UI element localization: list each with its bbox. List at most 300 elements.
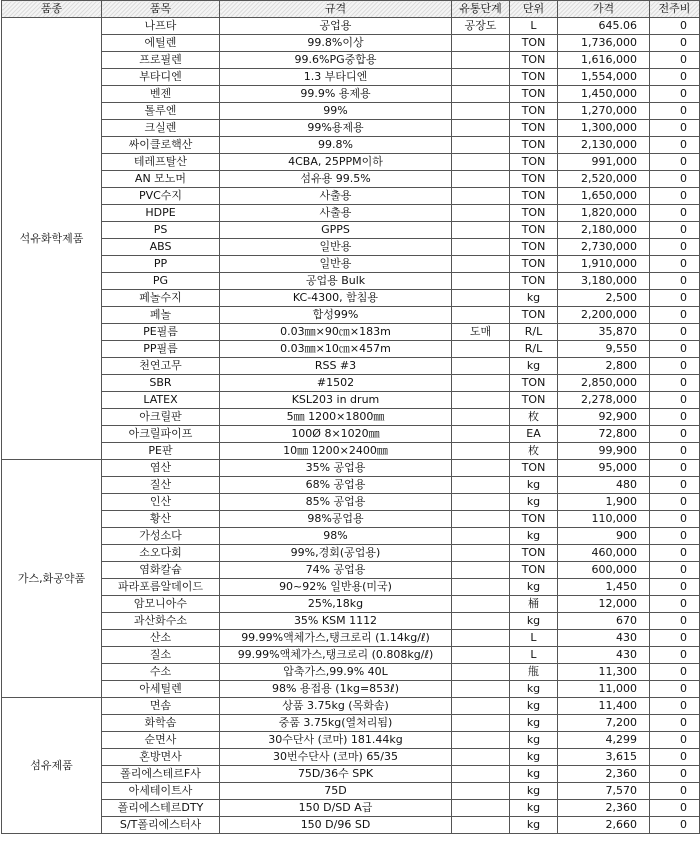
item-cell: PS (102, 222, 220, 239)
stage-cell (452, 137, 510, 154)
unit-cell: TON (510, 460, 558, 477)
price-cell: 2,180,000 (558, 222, 650, 239)
stage-cell (452, 817, 510, 834)
change-cell: 0 (650, 290, 700, 307)
stage-cell (452, 494, 510, 511)
price-cell: 1,650,000 (558, 188, 650, 205)
unit-cell: kg (510, 613, 558, 630)
unit-cell: kg (510, 749, 558, 766)
table-row (2, 324, 700, 341)
unit-cell: TON (510, 171, 558, 188)
spec-cell: 98% (220, 528, 452, 545)
item-cell: PP필름 (102, 341, 220, 358)
unit-cell: L (510, 647, 558, 664)
category-cell: 섬유제품 (2, 698, 102, 834)
unit-cell: kg (510, 715, 558, 732)
change-cell: 0 (650, 222, 700, 239)
table-row (2, 460, 700, 477)
table-row (2, 375, 700, 392)
price-cell: 92,900 (558, 409, 650, 426)
price-cell: 430 (558, 630, 650, 647)
change-cell: 0 (650, 35, 700, 52)
spec-cell: 사출용 (220, 205, 452, 222)
unit-cell: TON (510, 103, 558, 120)
unit-cell: kg (510, 766, 558, 783)
price-cell: 1,616,000 (558, 52, 650, 69)
change-cell: 0 (650, 630, 700, 647)
item-cell: 테레프탈산 (102, 154, 220, 171)
unit-cell: kg (510, 732, 558, 749)
item-cell: 부타디엔 (102, 69, 220, 86)
item-cell: 염산 (102, 460, 220, 477)
stage-cell (452, 69, 510, 86)
item-cell: 아크릴파이프 (102, 426, 220, 443)
stage-cell (452, 120, 510, 137)
change-cell: 0 (650, 579, 700, 596)
item-cell: 천연고무 (102, 358, 220, 375)
unit-cell: TON (510, 239, 558, 256)
table-row (2, 647, 700, 664)
table-row (2, 86, 700, 103)
spec-cell: 99.8%이상 (220, 35, 452, 52)
change-cell: 0 (650, 664, 700, 681)
price-cell: 11,000 (558, 681, 650, 698)
unit-cell: EA (510, 426, 558, 443)
item-cell: 에틸렌 (102, 35, 220, 52)
table-row (2, 596, 700, 613)
stage-cell (452, 477, 510, 494)
table-row (2, 562, 700, 579)
stage-cell (452, 341, 510, 358)
change-cell: 0 (650, 375, 700, 392)
price-cell: 3,180,000 (558, 273, 650, 290)
stage-cell (452, 630, 510, 647)
header-price: 가격 (558, 1, 650, 18)
price-cell: 430 (558, 647, 650, 664)
spec-cell: 일반용 (220, 239, 452, 256)
unit-cell: R/L (510, 324, 558, 341)
stage-cell (452, 443, 510, 460)
table-row (2, 443, 700, 460)
table-row (2, 273, 700, 290)
price-cell: 1,554,000 (558, 69, 650, 86)
spec-cell: 섬유용 99.5% (220, 171, 452, 188)
table-row (2, 35, 700, 52)
price-cell: 2,130,000 (558, 137, 650, 154)
unit-cell: TON (510, 154, 558, 171)
spec-cell: 0.03㎜×90㎝×183m (220, 324, 452, 341)
spec-cell: 150 D/SD A급 (220, 800, 452, 817)
item-cell: 아세테이트사 (102, 783, 220, 800)
price-cell: 670 (558, 613, 650, 630)
price-cell: 2,730,000 (558, 239, 650, 256)
unit-cell: TON (510, 307, 558, 324)
header-item: 품목 (102, 1, 220, 18)
item-cell: SBR (102, 375, 220, 392)
stage-cell (452, 358, 510, 375)
unit-cell: TON (510, 392, 558, 409)
item-cell: 순면사 (102, 732, 220, 749)
price-cell: 1,736,000 (558, 35, 650, 52)
table-row (2, 511, 700, 528)
table-row (2, 715, 700, 732)
unit-cell: TON (510, 545, 558, 562)
table-row (2, 528, 700, 545)
table-row (2, 426, 700, 443)
price-cell: 600,000 (558, 562, 650, 579)
price-cell: 2,660 (558, 817, 650, 834)
item-cell: PE필름 (102, 324, 220, 341)
item-cell: PVC수지 (102, 188, 220, 205)
unit-cell: kg (510, 358, 558, 375)
item-cell: 페놀수지 (102, 290, 220, 307)
price-cell: 72,800 (558, 426, 650, 443)
spec-cell: 98% 용접용 (1kg=853ℓ) (220, 681, 452, 698)
item-cell: 아크릴판 (102, 409, 220, 426)
change-cell: 0 (650, 562, 700, 579)
stage-cell (452, 460, 510, 477)
table-row (2, 222, 700, 239)
spec-cell: 99.99%액체가스,탱크로리 (1.14kg/ℓ) (220, 630, 452, 647)
change-cell: 0 (650, 443, 700, 460)
item-cell: S/T폴리에스터사 (102, 817, 220, 834)
table-row (2, 205, 700, 222)
stage-cell (452, 647, 510, 664)
table-row (2, 171, 700, 188)
change-cell: 0 (650, 596, 700, 613)
unit-cell: 桶 (510, 596, 558, 613)
change-cell: 0 (650, 783, 700, 800)
unit-cell: kg (510, 817, 558, 834)
stage-cell (452, 239, 510, 256)
header-unit: 단위 (510, 1, 558, 18)
change-cell: 0 (650, 86, 700, 103)
spec-cell: 사출용 (220, 188, 452, 205)
price-cell: 2,800 (558, 358, 650, 375)
table-row (2, 732, 700, 749)
change-cell: 0 (650, 324, 700, 341)
item-cell: 벤젠 (102, 86, 220, 103)
price-cell: 1,820,000 (558, 205, 650, 222)
item-cell: 면솜 (102, 698, 220, 715)
price-cell: 645.06 (558, 18, 650, 35)
unit-cell: TON (510, 86, 558, 103)
spec-cell: 35% 공업용 (220, 460, 452, 477)
unit-cell: TON (510, 273, 558, 290)
stage-cell (452, 392, 510, 409)
price-cell: 2,200,000 (558, 307, 650, 324)
unit-cell: TON (510, 511, 558, 528)
change-cell: 0 (650, 817, 700, 834)
spec-cell: 압축가스,99.9% 40L (220, 664, 452, 681)
spec-cell: 공업용 (220, 18, 452, 35)
item-cell: ABS (102, 239, 220, 256)
unit-cell: kg (510, 783, 558, 800)
price-cell: 2,278,000 (558, 392, 650, 409)
change-cell: 0 (650, 409, 700, 426)
item-cell: 염화칼슘 (102, 562, 220, 579)
price-cell: 2,360 (558, 800, 650, 817)
item-cell: 페놀 (102, 307, 220, 324)
price-cell: 2,850,000 (558, 375, 650, 392)
stage-cell (452, 766, 510, 783)
unit-cell: TON (510, 35, 558, 52)
spec-cell: 99% (220, 103, 452, 120)
table-row (2, 188, 700, 205)
price-cell: 7,570 (558, 783, 650, 800)
spec-cell: 99%,경회(공업용) (220, 545, 452, 562)
change-cell: 0 (650, 494, 700, 511)
spec-cell: 공업용 Bulk (220, 273, 452, 290)
stage-cell (452, 205, 510, 222)
change-cell: 0 (650, 239, 700, 256)
price-cell: 2,520,000 (558, 171, 650, 188)
spec-cell: 99%용제용 (220, 120, 452, 137)
unit-cell: kg (510, 800, 558, 817)
spec-cell: 74% 공업용 (220, 562, 452, 579)
unit-cell: kg (510, 681, 558, 698)
category-cell: 가스,화공약품 (2, 460, 102, 698)
change-cell: 0 (650, 358, 700, 375)
price-cell: 11,300 (558, 664, 650, 681)
change-cell: 0 (650, 460, 700, 477)
change-cell: 0 (650, 154, 700, 171)
change-cell: 0 (650, 171, 700, 188)
spec-cell: 10㎜ 1200×2400㎜ (220, 443, 452, 460)
item-cell: PE판 (102, 443, 220, 460)
unit-cell: kg (510, 528, 558, 545)
change-cell: 0 (650, 766, 700, 783)
header-row (2, 1, 700, 18)
table-row (2, 358, 700, 375)
item-cell: HDPE (102, 205, 220, 222)
spec-cell: 99.6%PG중합용 (220, 52, 452, 69)
table-row (2, 52, 700, 69)
item-cell: 산소 (102, 630, 220, 647)
change-cell: 0 (650, 528, 700, 545)
stage-cell (452, 375, 510, 392)
unit-cell: L (510, 18, 558, 35)
price-cell: 480 (558, 477, 650, 494)
stage-cell (452, 562, 510, 579)
change-cell: 0 (650, 698, 700, 715)
stage-cell (452, 154, 510, 171)
change-cell: 0 (650, 188, 700, 205)
stage-cell (452, 290, 510, 307)
table-row (2, 341, 700, 358)
table-row (2, 154, 700, 171)
spec-cell: 5㎜ 1200×1800㎜ (220, 409, 452, 426)
price-cell: 4,299 (558, 732, 650, 749)
table-row (2, 613, 700, 630)
item-cell: LATEX (102, 392, 220, 409)
unit-cell: kg (510, 579, 558, 596)
stage-cell (452, 681, 510, 698)
unit-cell: TON (510, 52, 558, 69)
item-cell: 혼방면사 (102, 749, 220, 766)
unit-cell: 枚 (510, 409, 558, 426)
header-spec: 규격 (220, 1, 452, 18)
spec-cell: 150 D/96 SD (220, 817, 452, 834)
change-cell: 0 (650, 52, 700, 69)
spec-cell: KSL203 in drum (220, 392, 452, 409)
price-cell: 1,300,000 (558, 120, 650, 137)
spec-cell: 68% 공업용 (220, 477, 452, 494)
spec-cell: 30번수단사 (코마) 65/35 (220, 749, 452, 766)
price-cell: 1,450,000 (558, 86, 650, 103)
price-cell: 110,000 (558, 511, 650, 528)
spec-cell: 75D/36수 SPK (220, 766, 452, 783)
spec-cell: 상품 3.75kg (목화솜) (220, 698, 452, 715)
change-cell: 0 (650, 256, 700, 273)
spec-cell: 99.8% (220, 137, 452, 154)
table-row (2, 545, 700, 562)
stage-cell (452, 426, 510, 443)
price-cell: 11,400 (558, 698, 650, 715)
spec-cell: 25%,18kg (220, 596, 452, 613)
item-cell: 아세틸렌 (102, 681, 220, 698)
unit-cell: TON (510, 69, 558, 86)
stage-cell (452, 732, 510, 749)
table-row (2, 579, 700, 596)
stage-cell (452, 664, 510, 681)
change-cell: 0 (650, 545, 700, 562)
spec-cell: 합성99% (220, 307, 452, 324)
item-cell: 가성소다 (102, 528, 220, 545)
item-cell: 프로필렌 (102, 52, 220, 69)
price-cell: 3,615 (558, 749, 650, 766)
item-cell: 수소 (102, 664, 220, 681)
table-row (2, 681, 700, 698)
table-row (2, 630, 700, 647)
unit-cell: L (510, 630, 558, 647)
unit-cell: TON (510, 375, 558, 392)
stage-cell (452, 800, 510, 817)
table-row (2, 290, 700, 307)
item-cell: 폴리에스테르F사 (102, 766, 220, 783)
unit-cell: R/L (510, 341, 558, 358)
spec-cell: 0.03㎜×10㎝×457m (220, 341, 452, 358)
spec-cell: 일반용 (220, 256, 452, 273)
change-cell: 0 (650, 103, 700, 120)
stage-cell (452, 256, 510, 273)
item-cell: 과산화수소 (102, 613, 220, 630)
spec-cell: 중품 3.75kg(열처리됨) (220, 715, 452, 732)
stage-cell (452, 307, 510, 324)
table-row (2, 698, 700, 715)
item-cell: 톨루엔 (102, 103, 220, 120)
change-cell: 0 (650, 137, 700, 154)
table-row (2, 392, 700, 409)
spec-cell: 90~92% 일반용(미국) (220, 579, 452, 596)
stage-cell (452, 698, 510, 715)
item-cell: 나프타 (102, 18, 220, 35)
stage-cell (452, 222, 510, 239)
unit-cell: TON (510, 188, 558, 205)
price-cell: 1,910,000 (558, 256, 650, 273)
stage-cell (452, 613, 510, 630)
change-cell: 0 (650, 392, 700, 409)
item-cell: 소오다회 (102, 545, 220, 562)
change-cell: 0 (650, 426, 700, 443)
item-cell: 폴리에스테르DTY (102, 800, 220, 817)
spec-cell: 98%공업용 (220, 511, 452, 528)
unit-cell: TON (510, 205, 558, 222)
change-cell: 0 (650, 749, 700, 766)
stage-cell (452, 596, 510, 613)
table-body (2, 18, 700, 834)
unit-cell: TON (510, 256, 558, 273)
price-cell: 460,000 (558, 545, 650, 562)
stage-cell (452, 783, 510, 800)
stage-cell (452, 273, 510, 290)
unit-cell: TON (510, 222, 558, 239)
change-cell: 0 (650, 647, 700, 664)
table-row (2, 477, 700, 494)
spec-cell: GPPS (220, 222, 452, 239)
stage-cell: 공장도 (452, 18, 510, 35)
stage-cell (452, 528, 510, 545)
item-cell: 인산 (102, 494, 220, 511)
price-cell: 2,360 (558, 766, 650, 783)
item-cell: 황산 (102, 511, 220, 528)
table-row (2, 494, 700, 511)
stage-cell (452, 749, 510, 766)
change-cell: 0 (650, 205, 700, 222)
change-cell: 0 (650, 681, 700, 698)
spec-cell: RSS #3 (220, 358, 452, 375)
item-cell: 싸이클로핵산 (102, 137, 220, 154)
price-table (1, 0, 700, 834)
table-row (2, 409, 700, 426)
price-cell: 1,900 (558, 494, 650, 511)
change-cell: 0 (650, 613, 700, 630)
table-row (2, 256, 700, 273)
table-row (2, 800, 700, 817)
stage-cell (452, 35, 510, 52)
spec-cell: 1.3 부타디엔 (220, 69, 452, 86)
spec-cell: KC-4300, 함침용 (220, 290, 452, 307)
unit-cell: kg (510, 477, 558, 494)
header-change: 전주비 (650, 1, 700, 18)
unit-cell: 甁 (510, 664, 558, 681)
item-cell: 질소 (102, 647, 220, 664)
stage-cell (452, 545, 510, 562)
unit-cell: kg (510, 494, 558, 511)
item-cell: AN 모노머 (102, 171, 220, 188)
price-cell: 900 (558, 528, 650, 545)
table-row (2, 239, 700, 256)
spec-cell: 99.99%액체가스,탱크로리 (0.808kg/ℓ) (220, 647, 452, 664)
price-cell: 991,000 (558, 154, 650, 171)
change-cell: 0 (650, 477, 700, 494)
stage-cell (452, 409, 510, 426)
spec-cell: 30수단사 (코마) 181.44kg (220, 732, 452, 749)
spec-cell: 100Ø 8×1020㎜ (220, 426, 452, 443)
price-cell: 12,000 (558, 596, 650, 613)
item-cell: 암모니아수 (102, 596, 220, 613)
category-cell: 석유화학제품 (2, 18, 102, 460)
spec-cell: #1502 (220, 375, 452, 392)
table-row (2, 137, 700, 154)
stage-cell (452, 103, 510, 120)
spec-cell: 4CBA, 25PPM이하 (220, 154, 452, 171)
price-cell: 9,550 (558, 341, 650, 358)
price-cell: 95,000 (558, 460, 650, 477)
spec-cell: 75D (220, 783, 452, 800)
item-cell: 질산 (102, 477, 220, 494)
item-cell: 화학솜 (102, 715, 220, 732)
